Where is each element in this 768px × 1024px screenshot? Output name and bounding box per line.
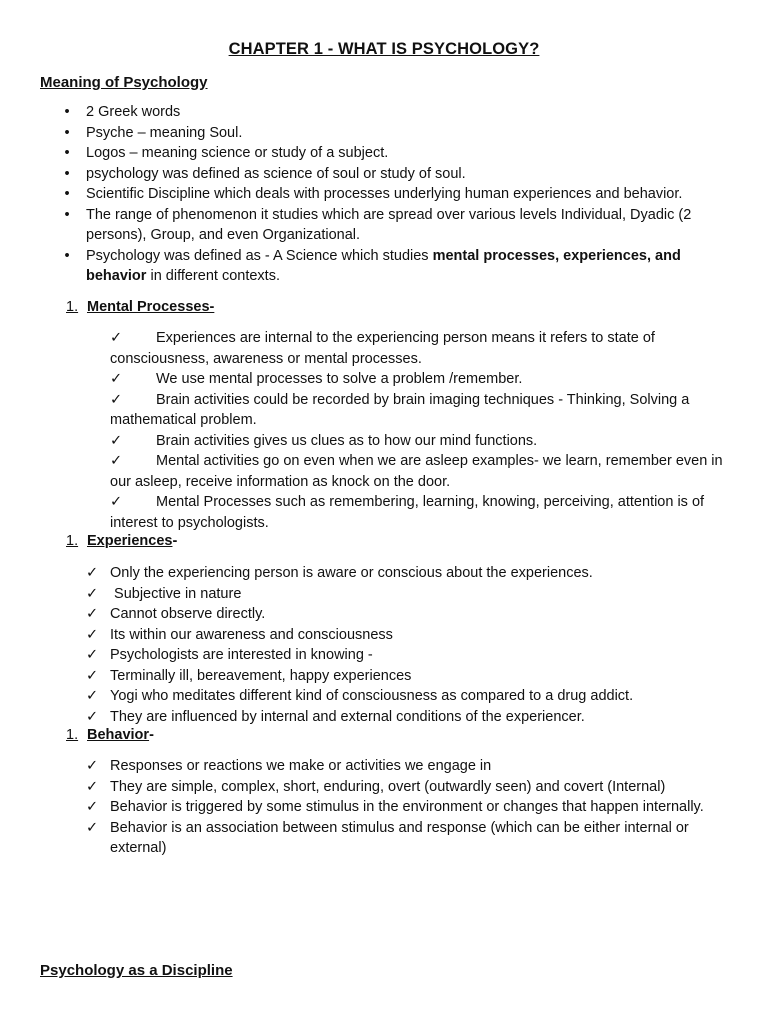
list-item: ✓ We use mental processes to solve a problem /remember. [110, 369, 725, 390]
meaning-list [62, 102, 732, 287]
list-item: ✓ Its within our awareness and consciousness [86, 625, 731, 646]
checkmark-icon: ✓ [110, 453, 123, 469]
list-item: ✓ Subjective in nature [86, 584, 731, 605]
list-item: ✓ Experiences are internal to the experiencing person means it refers to state of consciousness, awareness or mental processes. [110, 330, 655, 367]
list-item: ✓ They are influenced by internal and external conditions of the experiencer. [86, 707, 731, 728]
list-item: ✓ Responses or reactions we make or activities we engage in [86, 756, 731, 777]
checkmark-icon: ✓ [86, 565, 99, 581]
bullet-icon: • [64, 186, 70, 202]
checkmark-icon: ✓ [110, 371, 123, 387]
checkmark-icon: ✓ [86, 708, 99, 725]
checkmark-icon: ✓ [110, 391, 123, 408]
list-item: • Logos – meaning science or study of a subject. [62, 143, 732, 164]
list-item: • Scientific Discipline which deals with processes underlying human experiences and behavior. [62, 184, 732, 205]
list-item: • Psyche – meaning Soul. [62, 123, 732, 144]
list-item: • psychology was defined as science of soul or study of soul. [62, 164, 732, 185]
bullet-icon: • [64, 247, 70, 264]
checkmark-icon: ✓ [86, 585, 99, 602]
list-item: ✓ Mental Processes such as remembering, learning, knowing, perceiving, attention is of interest to psychologists. [110, 494, 705, 531]
list-item: ✓ Only the experiencing person is aware or conscious about the experiences. [86, 563, 731, 584]
bullet-icon: • [64, 124, 70, 141]
chapter-title: CHAPTER 1 - WHAT IS PSYCHOLOGY? [228, 40, 540, 58]
list-item: ✓ Brain activities gives us clues as to how our mind functions. [110, 431, 725, 452]
checkmark-icon: ✓ [110, 494, 123, 510]
experiences-list [86, 563, 731, 727]
checkmark-icon: ✓ [86, 688, 99, 704]
list-item: ✓ Yogi who meditates different kind of consciousness as compared to a drug addict. [86, 686, 731, 707]
section-number: 1. [66, 727, 79, 743]
checkmark-icon: ✓ [86, 667, 99, 684]
list-item: ✓ They are simple, complex, short, enduring, overt (outwardly seen) and covert (Internal) [86, 777, 731, 798]
bullet-icon: • [64, 145, 70, 161]
list-item: ✓ Psychologists are interested in knowing - [86, 645, 731, 666]
list-item: ✓ Behavior is an association between stimulus and response (which can be either internal or external) [86, 819, 689, 856]
checkmark-icon: ✓ [86, 606, 99, 622]
section-number: 1. [66, 533, 79, 549]
checkmark-icon: ✓ [86, 758, 99, 774]
meaning-heading: Meaning of Psychology [40, 74, 208, 91]
list-item: ✓ Brain activities could be recorded by brain imaging techniques - Thinking, Solving a mathematical problem. [110, 391, 690, 428]
definition-item: • Psychology was defined as - A Science which studies mental processes, experiences, and behavior in different contexts. [62, 246, 732, 287]
list-item: ✓ Terminally ill, bereavement, happy experiences [86, 666, 731, 687]
checkmark-icon: ✓ [110, 432, 123, 449]
checkmark-icon: ✓ [110, 330, 123, 346]
experiences-heading: 1. Experiences- [66, 533, 178, 549]
checkmark-icon: ✓ [86, 778, 99, 795]
list-item: ✓ Cannot observe directly. [86, 604, 731, 625]
bullet-icon: • [64, 165, 70, 182]
list-item: ✓ Behavior is triggered by some stimulus in the environment or changes that happen internally. [86, 797, 731, 818]
mental-processes-heading: 1. Mental Processes- [66, 299, 215, 315]
mental-processes-list [110, 328, 725, 533]
list-item: ✓ Mental activities go on even when we are asleep examples- we learn, remember even in our asleep, receive information as knock on the door. [110, 453, 723, 490]
definition-bold: mental processes, experiences, and behavior [86, 247, 681, 284]
bullet-icon: • [64, 206, 70, 223]
behavior-heading: 1. Behavior- [66, 727, 154, 743]
checkmark-icon: ✓ [86, 799, 99, 815]
list-item: • The range of phenomenon it studies which are spread over various levels Individual, Dyadic (2 persons), Group, and even Organizational. [62, 205, 732, 246]
checkmark-icon: ✓ [86, 647, 99, 663]
checkmark-icon: ✓ [86, 819, 99, 836]
bullet-icon: • [64, 104, 70, 120]
list-item: • 2 Greek words [62, 102, 732, 123]
checkmark-icon: ✓ [86, 626, 99, 643]
discipline-heading: Psychology as a Discipline [40, 962, 233, 979]
behavior-list [86, 756, 731, 859]
section-number: 1. [66, 299, 79, 315]
